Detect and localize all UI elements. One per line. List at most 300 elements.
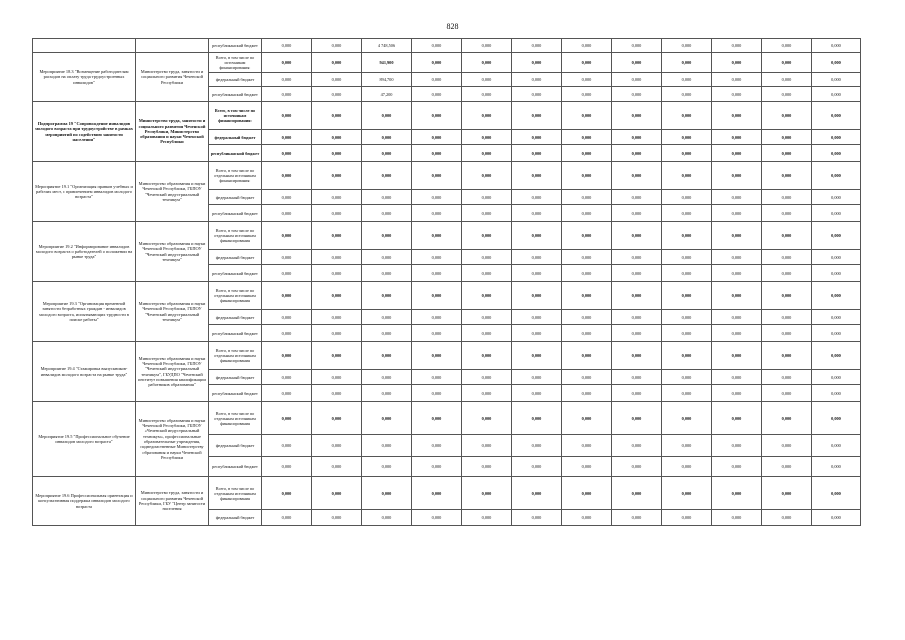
amount-cell: 0,000 [312,73,362,87]
amount-cell: 0,000 [812,342,861,370]
amount-cell: 0,000 [462,162,512,190]
amount-cell: 0,000 [312,205,362,222]
amount-cell: 0,000 [762,250,812,265]
funding-source-cell: республиканский бюджет [209,385,262,402]
amount-cell: 0,000 [562,370,612,385]
amount-cell: 0,000 [612,402,662,435]
funding-source-cell: республиканский бюджет [209,145,262,162]
amount-cell: 0,000 [362,190,412,205]
amount-cell: 0,000 [812,477,861,510]
amount-cell: 0,000 [312,370,362,385]
amount-cell: 0,000 [562,402,612,435]
amount-cell: 0,000 [762,282,812,310]
executor-cell: Министерство труда, занятости и социального развития Чеченской Республики, ГБУ "Центр занятости населения [136,477,209,526]
table-row [33,402,861,435]
amount-cell: 0,000 [512,435,562,457]
amount-cell: 0,000 [812,39,861,53]
funding-source-cell: республиканский бюджет [209,265,262,282]
amount-cell: 0,000 [612,510,662,526]
amount-cell: 0,000 [562,435,612,457]
amount-cell: 0,000 [262,385,312,402]
funding-source-cell: Всего, в том числе по отдельным источникам финансирования [209,402,262,435]
amount-cell: 0,000 [762,510,812,526]
amount-cell: 0,000 [462,205,512,222]
activity-name-cell: Мероприятие 19.5 "Профессиональное обучение инвалидов молодого возраста" [33,402,136,477]
amount-cell: 0,000 [762,385,812,402]
amount-cell: 0,000 [412,342,462,370]
amount-cell: 0,000 [662,282,712,310]
amount-cell: 0,000 [712,325,762,342]
funding-source-cell: федеральный бюджет [209,73,262,87]
amount-cell: 0,000 [812,130,861,145]
amount-cell: 0,000 [462,53,512,73]
amount-cell: 0,000 [462,385,512,402]
amount-cell: 0,000 [462,250,512,265]
amount-cell: 0,000 [362,102,412,130]
amount-cell: 0,000 [712,87,762,102]
funding-source-cell: республиканский бюджет [209,325,262,342]
amount-cell: 0,000 [512,250,562,265]
amount-cell: 0,000 [612,435,662,457]
amount-cell: 0,000 [412,250,462,265]
amount-cell: 0,000 [562,102,612,130]
amount-cell: 0,000 [512,265,562,282]
table-row [33,222,861,250]
amount-cell: 0,000 [362,385,412,402]
funding-source-cell: федеральный бюджет [209,510,262,526]
amount-cell: 0,000 [512,190,562,205]
amount-cell: 0,000 [462,510,512,526]
amount-cell: 0,000 [812,102,861,130]
amount-cell: 4 748,506 [362,39,412,53]
amount-cell: 0,000 [412,205,462,222]
amount-cell: 0,000 [312,130,362,145]
amount-cell: 0,000 [412,457,462,477]
amount-cell: 0,000 [262,87,312,102]
executor-cell: Министерство труда, занятости и социального развития Чеченской Республики, Министерство образования и науки Чеченской Республики [136,102,209,162]
amount-cell: 0,000 [662,325,712,342]
amount-cell: 0,000 [662,205,712,222]
amount-cell: 0,000 [512,342,562,370]
amount-cell: 0,000 [562,282,612,310]
amount-cell: 0,000 [362,342,412,370]
amount-cell: 0,000 [412,310,462,325]
amount-cell: 0,000 [712,510,762,526]
amount-cell: 0,000 [762,162,812,190]
amount-cell: 0,000 [462,435,512,457]
amount-cell: 0,000 [662,162,712,190]
amount-cell: 0,000 [812,510,861,526]
amount-cell: 0,000 [462,102,512,130]
amount-cell: 0,000 [412,222,462,250]
funding-source-cell: республиканский бюджет [209,205,262,222]
amount-cell: 0,000 [812,310,861,325]
amount-cell: 0,000 [462,370,512,385]
amount-cell: 0,000 [712,310,762,325]
amount-cell: 0,000 [562,205,612,222]
amount-cell: 0,000 [262,39,312,53]
amount-cell: 0,000 [312,402,362,435]
funding-source-cell: Всего, в том числе по отдельным источникам финансирования [209,477,262,510]
amount-cell: 0,000 [712,435,762,457]
amount-cell: 0,000 [612,370,662,385]
amount-cell: 0,000 [712,222,762,250]
amount-cell: 0,000 [712,477,762,510]
funding-source-cell: Всего, в том числе по отдельным источникам финансирования: [209,162,262,190]
amount-cell: 0,000 [812,205,861,222]
amount-cell: 0,000 [262,510,312,526]
amount-cell: 0,000 [662,39,712,53]
amount-cell: 0,000 [262,73,312,87]
amount-cell: 0,000 [712,250,762,265]
activity-name-cell: Мероприятие 19.4 "Стажировка выпускников-инвалидов молодого возраста на рынке труда" [33,342,136,402]
amount-cell: 0,000 [362,370,412,385]
amount-cell: 0,000 [762,477,812,510]
amount-cell: 0,000 [312,385,362,402]
amount-cell: 0,000 [712,370,762,385]
activity-name-cell: Мероприятие 18.3 "Возмещение работодателям расходов на оплату труда трудоустроенных инвалидов" [33,53,136,102]
amount-cell: 0,000 [762,190,812,205]
funding-source-cell: республиканский бюджет [209,39,262,53]
amount-cell: 0,000 [512,402,562,435]
amount-cell: 0,000 [412,87,462,102]
amount-cell: 0,000 [762,435,812,457]
amount-cell: 0,000 [662,310,712,325]
amount-cell: 47,200 [362,87,412,102]
amount-cell: 0,000 [512,385,562,402]
amount-cell: 0,000 [412,162,462,190]
amount-cell: 0,000 [412,53,462,73]
amount-cell: 0,000 [362,222,412,250]
amount-cell: 0,000 [512,73,562,87]
amount-cell: 0,000 [312,265,362,282]
page-number: 828 [446,22,459,31]
amount-cell: 0,000 [812,190,861,205]
amount-cell: 0,000 [462,402,512,435]
amount-cell: 0,000 [412,130,462,145]
amount-cell: 941,900 [362,53,412,73]
amount-cell: 0,000 [262,205,312,222]
amount-cell: 0,000 [412,370,462,385]
amount-cell: 0,000 [612,39,662,53]
amount-cell: 0,000 [562,250,612,265]
amount-cell: 0,000 [762,102,812,130]
amount-cell: 0,000 [412,265,462,282]
amount-cell: 0,000 [262,477,312,510]
amount-cell: 0,000 [612,53,662,73]
table-row [33,53,861,73]
executor-cell: Министерство образования и науки Чеченской Республики, ГБПОУ "Чеченский индустриальный техникум" [136,162,209,222]
amount-cell: 0,000 [462,39,512,53]
amount-cell: 0,000 [662,457,712,477]
amount-cell: 0,000 [812,222,861,250]
amount-cell: 0,000 [662,145,712,162]
funding-source-cell: Всего, в том числе по отдельным источникам финансирования [209,282,262,310]
funding-source-cell: федеральный бюджет [209,310,262,325]
amount-cell: 0,000 [562,39,612,53]
amount-cell: 0,000 [412,282,462,310]
amount-cell: 0,000 [712,145,762,162]
amount-cell: 0,000 [512,205,562,222]
amount-cell: 0,000 [662,510,712,526]
amount-cell: 0,000 [612,87,662,102]
amount-cell: 0,000 [712,130,762,145]
amount-cell: 0,000 [762,342,812,370]
amount-cell: 0,000 [812,73,861,87]
activity-name-cell: Мероприятие 19.3 "Организация временной занятости безработных граждан - инвалидов молодого возраста, испытывающих трудности в поиске работы" [33,282,136,342]
amount-cell: 0,000 [362,205,412,222]
amount-cell: 0,000 [562,87,612,102]
funding-source-cell: Всего, в том числе по отдельным источникам финансирования [209,342,262,370]
activity-name-cell: Мероприятие 19.1 "Организация правков учебных и рабочих мест, с привлечением инвалидов молодого возраста" [33,162,136,222]
activity-name-cell: Мероприятие 19.2 "Информирование инвалидов молодого возраста о работодателей о положении на рынке труда" [33,222,136,282]
amount-cell: 0,000 [762,145,812,162]
amount-cell: 0,000 [662,250,712,265]
amount-cell: 0,000 [612,145,662,162]
amount-cell: 0,000 [712,205,762,222]
amount-cell: 0,000 [562,477,612,510]
amount-cell: 0,000 [512,53,562,73]
amount-cell: 0,000 [462,457,512,477]
amount-cell: 0,000 [712,457,762,477]
amount-cell: 0,000 [512,145,562,162]
amount-cell: 0,000 [712,102,762,130]
amount-cell: 0,000 [312,53,362,73]
amount-cell: 0,000 [562,190,612,205]
amount-cell: 0,000 [562,310,612,325]
amount-cell: 0,000 [412,510,462,526]
amount-cell: 0,000 [462,145,512,162]
amount-cell: 0,000 [812,53,861,73]
amount-cell: 0,000 [562,510,612,526]
amount-cell: 0,000 [762,222,812,250]
amount-cell: 0,000 [262,370,312,385]
amount-cell: 0,000 [512,222,562,250]
funding-source-cell: федеральный бюджет [209,370,262,385]
amount-cell: 0,000 [262,190,312,205]
amount-cell: 0,000 [262,53,312,73]
amount-cell: 0,000 [462,190,512,205]
amount-cell: 0,000 [262,162,312,190]
amount-cell: 0,000 [312,39,362,53]
amount-cell: 0,000 [812,282,861,310]
funding-source-cell: республиканский бюджет [209,457,262,477]
amount-cell: 0,000 [512,477,562,510]
amount-cell: 0,000 [262,130,312,145]
amount-cell: 0,000 [262,325,312,342]
table-body [33,39,861,526]
amount-cell: 0,000 [562,342,612,370]
amount-cell: 0,000 [762,73,812,87]
amount-cell: 0,000 [362,145,412,162]
amount-cell: 0,000 [662,102,712,130]
amount-cell: 0,000 [362,130,412,145]
amount-cell: 0,000 [412,145,462,162]
amount-cell: 0,000 [262,145,312,162]
amount-cell: 0,000 [712,265,762,282]
activity-name-cell [33,39,136,53]
executor-cell: Министерство образования и науки Чеченской Республики, ГБПОУ "Чеченский индустриальный техникум" [136,222,209,282]
amount-cell: 0,000 [662,53,712,73]
amount-cell: 0,000 [362,265,412,282]
amount-cell: 0,000 [412,73,462,87]
amount-cell: 0,000 [662,385,712,402]
amount-cell: 0,000 [662,222,712,250]
amount-cell: 0,000 [612,130,662,145]
amount-cell: 0,000 [812,457,861,477]
amount-cell: 0,000 [462,73,512,87]
amount-cell: 0,000 [512,325,562,342]
amount-cell: 0,000 [462,130,512,145]
amount-cell: 0,000 [562,265,612,282]
amount-cell: 0,000 [662,87,712,102]
activity-name-cell: Подпрограмма 19 "Сопровождение инвалидов молодого возраста при трудоустройстве в рамках мероприятий по содействию занятости населения" [33,102,136,162]
amount-cell: 0,000 [612,162,662,190]
amount-cell: 0,000 [612,102,662,130]
funding-source-cell: федеральный бюджет [209,190,262,205]
funding-source-cell: республиканский бюджет [209,87,262,102]
amount-cell: 0,000 [662,190,712,205]
amount-cell: 0,000 [312,222,362,250]
amount-cell: 0,000 [312,325,362,342]
executor-cell [136,39,209,53]
table-row [33,342,861,370]
amount-cell: 0,000 [612,477,662,510]
amount-cell: 0,000 [262,402,312,435]
amount-cell: 0,000 [812,145,861,162]
amount-cell: 0,000 [762,402,812,435]
executor-cell: Министерство труда, занятости и социального развития Чеченской Республики [136,53,209,102]
amount-cell: 0,000 [262,250,312,265]
amount-cell: 0,000 [812,250,861,265]
amount-cell: 0,000 [562,53,612,73]
amount-cell: 0,000 [512,87,562,102]
amount-cell: 0,000 [762,205,812,222]
amount-cell: 0,000 [312,87,362,102]
amount-cell: 0,000 [662,477,712,510]
amount-cell: 0,000 [412,325,462,342]
amount-cell: 894,700 [362,73,412,87]
amount-cell: 0,000 [762,325,812,342]
amount-cell: 0,000 [562,162,612,190]
amount-cell: 0,000 [362,435,412,457]
amount-cell: 0,000 [762,39,812,53]
amount-cell: 0,000 [412,39,462,53]
amount-cell: 0,000 [462,282,512,310]
amount-cell: 0,000 [612,310,662,325]
amount-cell: 0,000 [312,457,362,477]
amount-cell: 0,000 [662,130,712,145]
activity-name-cell: Мероприятие 19.6 Профессиональная ориентация и консультативная поддержка инвалидов молодого возраста [33,477,136,526]
amount-cell: 0,000 [612,73,662,87]
amount-cell: 0,000 [462,342,512,370]
amount-cell: 0,000 [262,222,312,250]
amount-cell: 0,000 [262,265,312,282]
amount-cell: 0,000 [362,477,412,510]
amount-cell: 0,000 [562,130,612,145]
amount-cell: 0,000 [312,435,362,457]
amount-cell: 0,000 [512,162,562,190]
amount-cell: 0,000 [362,457,412,477]
funding-source-cell: Всего, в том числе по отдельным источникам финансирования [209,222,262,250]
amount-cell: 0,000 [512,282,562,310]
amount-cell: 0,000 [462,265,512,282]
executor-cell: Министерство образования и науки Чеченской Республики, ГБПОУ "Чеченский индустриальный техникум", ГБУДПО "Чеченский институт повышения квалификации работников образования" [136,342,209,402]
amount-cell: 0,000 [312,145,362,162]
amount-cell: 0,000 [312,282,362,310]
amount-cell: 0,000 [612,282,662,310]
funding-table [32,38,861,526]
amount-cell: 0,000 [312,162,362,190]
amount-cell: 0,000 [362,282,412,310]
amount-cell: 0,000 [362,162,412,190]
table-row [33,102,861,130]
amount-cell: 0,000 [812,325,861,342]
amount-cell: 0,000 [412,385,462,402]
amount-cell: 0,000 [662,342,712,370]
amount-cell: 0,000 [562,457,612,477]
amount-cell: 0,000 [512,370,562,385]
amount-cell: 0,000 [612,222,662,250]
amount-cell: 0,000 [512,310,562,325]
amount-cell: 0,000 [262,457,312,477]
amount-cell: 0,000 [412,435,462,457]
amount-cell: 0,000 [712,73,762,87]
amount-cell: 0,000 [562,325,612,342]
amount-cell: 0,000 [612,385,662,402]
funding-source-cell: Всего, в том числе по источникам финансирования: [209,102,262,130]
amount-cell: 0,000 [712,402,762,435]
amount-cell: 0,000 [712,282,762,310]
amount-cell: 0,000 [512,130,562,145]
amount-cell: 0,000 [512,510,562,526]
amount-cell: 0,000 [812,385,861,402]
amount-cell: 0,000 [662,265,712,282]
amount-cell: 0,000 [612,342,662,370]
amount-cell: 0,000 [462,310,512,325]
amount-cell: 0,000 [362,510,412,526]
amount-cell: 0,000 [662,370,712,385]
amount-cell: 0,000 [712,162,762,190]
table-row [33,162,861,190]
amount-cell: 0,000 [612,190,662,205]
amount-cell: 0,000 [462,87,512,102]
amount-cell: 0,000 [612,205,662,222]
amount-cell: 0,000 [812,162,861,190]
amount-cell: 0,000 [312,510,362,526]
amount-cell: 0,000 [562,73,612,87]
amount-cell: 0,000 [462,477,512,510]
amount-cell: 0,000 [712,53,762,73]
funding-source-cell: федеральный бюджет [209,435,262,457]
amount-cell: 0,000 [612,325,662,342]
amount-cell: 0,000 [812,265,861,282]
amount-cell: 0,000 [412,402,462,435]
amount-cell: 0,000 [312,477,362,510]
amount-cell: 0,000 [812,435,861,457]
amount-cell: 0,000 [362,250,412,265]
amount-cell: 0,000 [762,53,812,73]
amount-cell: 0,000 [612,265,662,282]
executor-cell: Министерство образования и науки Чеченской Республики, ГБПОУ «Чеченский индустриальный техникум», профессиональные образовательные учреждения, подведомственные Министерству образования и науки Чеченской Республики [136,402,209,477]
funding-source-cell: Всего, в том числе по источникам финансирования: [209,53,262,73]
amount-cell: 0,000 [612,457,662,477]
amount-cell: 0,000 [612,250,662,265]
amount-cell: 0,000 [712,342,762,370]
amount-cell: 0,000 [412,102,462,130]
amount-cell: 0,000 [812,87,861,102]
amount-cell: 0,000 [812,402,861,435]
